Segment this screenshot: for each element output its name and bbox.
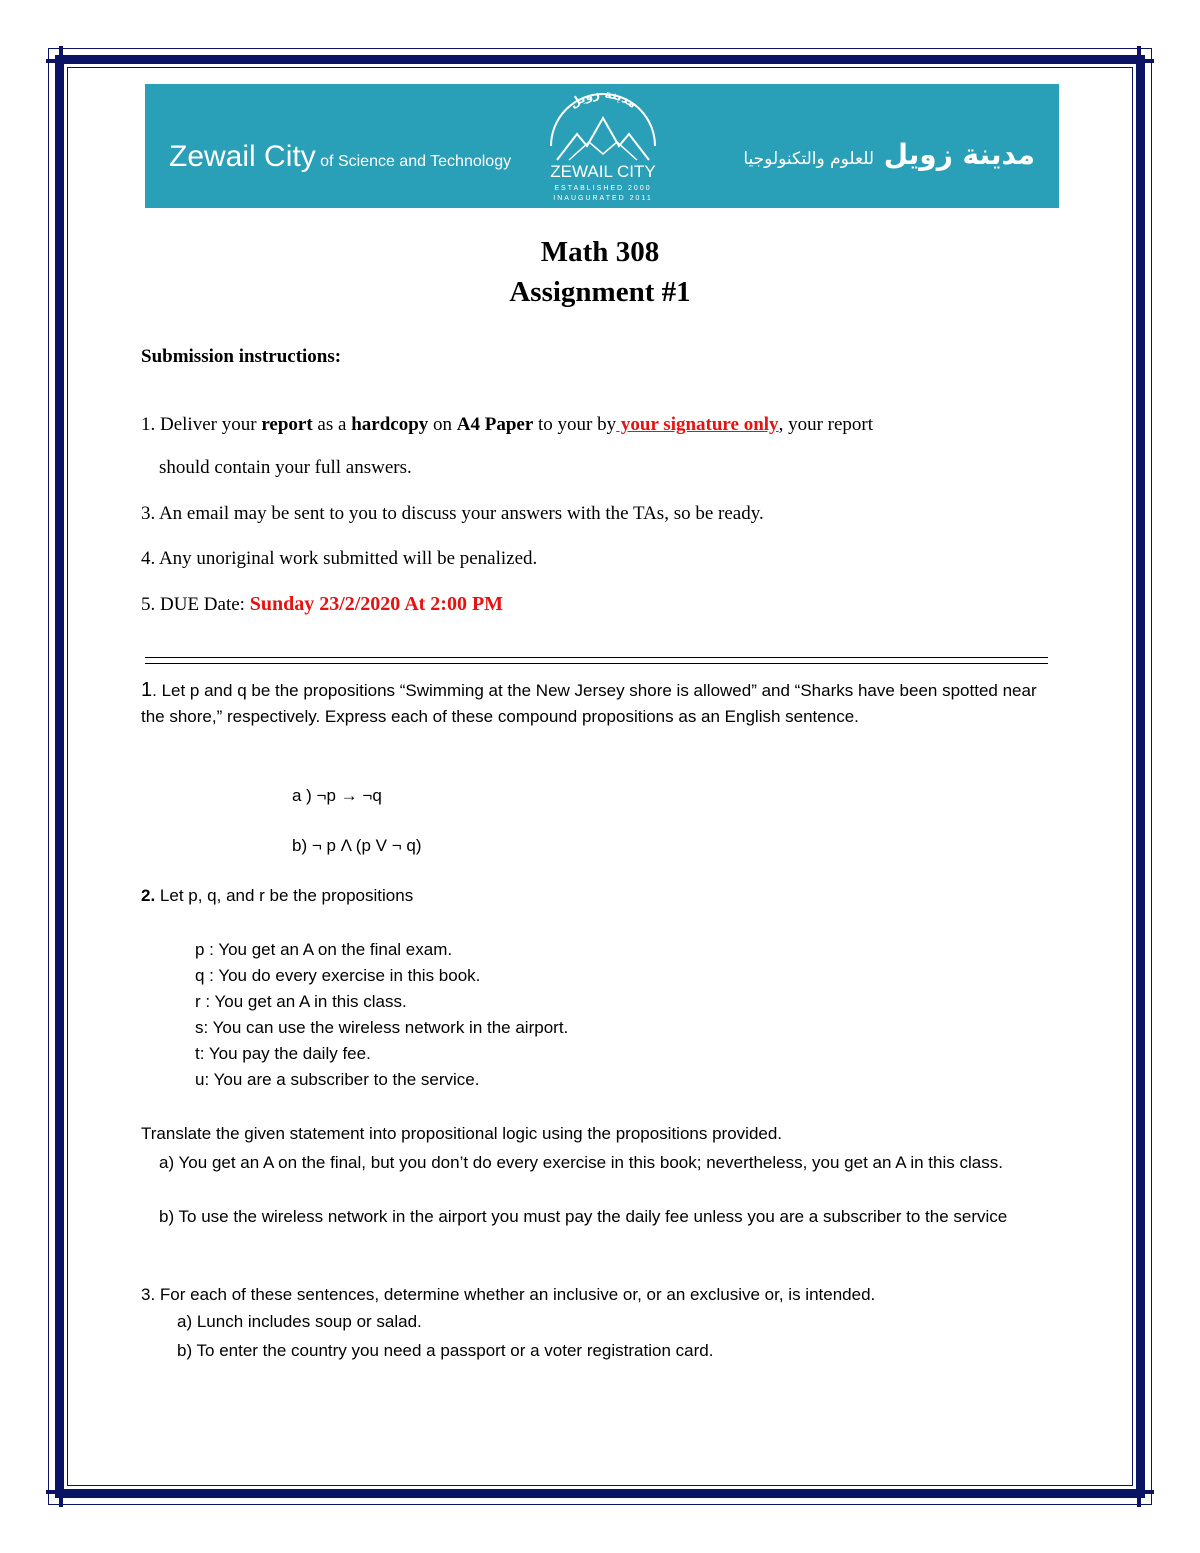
question-2-number: 2. bbox=[141, 886, 156, 905]
logo-established: ESTABLISHED 2000 bbox=[554, 185, 652, 192]
instruction-item-1-cont: should contain your full answers. bbox=[159, 457, 412, 478]
logo-inaugurated: INAUGURATED 2011 bbox=[553, 195, 653, 202]
question-1-text: . Let p and q be the propositions “Swimming at the New Jersey shore is allowed” and “Sharks have been spotted near the shore,” respectively. Express each of these compound propositions as an English sentence. bbox=[141, 681, 1037, 726]
proposition-item: r : You get an A in this class. bbox=[195, 992, 407, 1011]
proposition-item: t: You pay the daily fee. bbox=[195, 1044, 371, 1063]
proposition-item: u: You are a subscriber to the service. bbox=[195, 1070, 480, 1089]
question-1 bbox=[141, 677, 1051, 730]
question-1-part-b: b) ¬ p Λ (p V ¬ q) bbox=[292, 836, 422, 855]
assignment-title: Assignment #1 bbox=[509, 276, 691, 308]
border-corner-ornament bbox=[1124, 1477, 1154, 1507]
instructions-heading: Submission instructions: bbox=[141, 346, 342, 367]
page-border bbox=[55, 55, 1145, 1498]
question-2 bbox=[141, 886, 413, 906]
instruction-item-3: 3. An email may be sent to you to discuss your answers with the TAs, so be ready. bbox=[141, 503, 764, 524]
border-corner-ornament bbox=[46, 46, 76, 76]
question-2-part-b: b) To use the wireless network in the airport you must pay the daily fee unless you are a subscriber to the service bbox=[159, 1207, 1008, 1226]
question-2-text: Let p, q, and r be the propositions bbox=[155, 886, 414, 905]
question-3: 3. For each of these sentences, determine whether an inclusive or, or an exclusive or, is intended. bbox=[141, 1285, 876, 1304]
question-3-part-b: b) To enter the country you need a passport or a voter registration card. bbox=[177, 1341, 714, 1360]
section-divider bbox=[145, 657, 1048, 664]
instruction-item-1: 1. Deliver your report as a hardcopy on A4 Paper to your by your signature only, your report bbox=[141, 414, 874, 435]
proposition-item: s: You can use the wireless network in the airport. bbox=[195, 1018, 569, 1037]
banner-english-name bbox=[169, 140, 511, 174]
banner-ar-main: مدينة زويل bbox=[883, 138, 1035, 171]
proposition-list bbox=[195, 937, 568, 1093]
header-banner bbox=[145, 84, 1059, 208]
zewail-city-logo bbox=[533, 84, 673, 208]
banner-en-main: Zewail City bbox=[169, 140, 316, 173]
proposition-item: p : You get an A on the final exam. bbox=[195, 940, 453, 959]
signature-emphasis: your signature only bbox=[616, 414, 779, 435]
instruction-item-4: 4. Any unoriginal work submitted will be penalized. bbox=[141, 548, 538, 569]
question-3-part-a: a) Lunch includes soup or salad. bbox=[177, 1312, 422, 1331]
question-2-part-a: a) You get an A on the final, but you don’t do every exercise in this book; nevertheless, you get an A in this class. bbox=[159, 1153, 1003, 1172]
banner-ar-sub: للعلوم والتكنولوجيا bbox=[743, 149, 875, 169]
logo-name: ZEWAIL CITY bbox=[550, 162, 656, 181]
proposition-item: q : You do every exercise in this book. bbox=[195, 966, 481, 985]
banner-en-sub: of Science and Technology bbox=[315, 153, 512, 170]
question-1-part-a: a ) ¬p → ¬q bbox=[292, 786, 382, 805]
course-title: Math 308 bbox=[540, 236, 660, 268]
translate-instruction: Translate the given statement into propositional logic using the propositions provided. bbox=[141, 1124, 783, 1143]
logo-arc-text: مدينة زويل bbox=[566, 86, 640, 111]
question-1-number: 1 bbox=[141, 679, 153, 701]
border-corner-ornament bbox=[1124, 46, 1154, 76]
banner-arabic-name bbox=[743, 138, 1035, 171]
instruction-item-5 bbox=[141, 593, 503, 616]
due-date-label: 5. DUE Date: bbox=[141, 594, 250, 615]
border-corner-ornament bbox=[46, 1477, 76, 1507]
due-date: Sunday 23/2/2020 At 2:00 PM bbox=[249, 593, 504, 615]
